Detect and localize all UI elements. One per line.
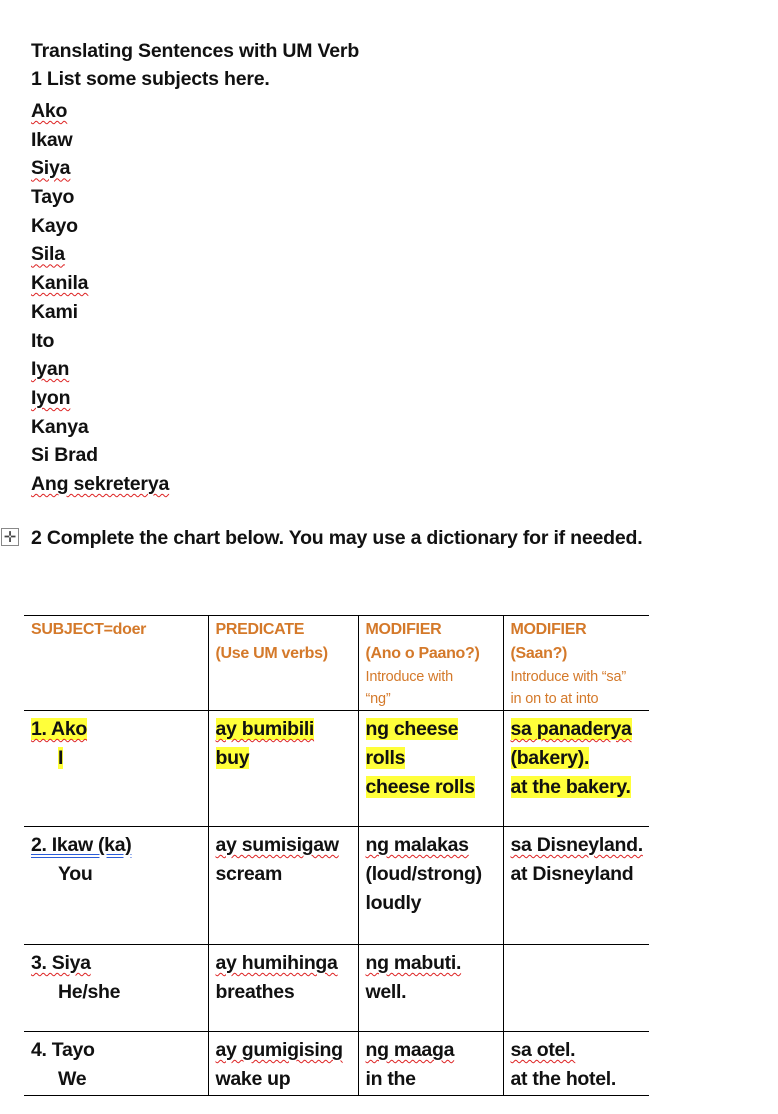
- row1-subject: 1. Ako I: [24, 711, 208, 827]
- subject-item: Kami: [31, 300, 78, 323]
- table-row: [24, 827, 649, 945]
- subject-item: Ako: [31, 100, 68, 122]
- row1-modifier-where: sa panaderya (bakery). at the bakery.: [503, 711, 649, 827]
- row3-modifier-how: ng mabuti. well.: [358, 945, 503, 1032]
- row1-modifier-how: ng cheese rolls cheese rolls: [358, 711, 503, 827]
- translation-chart: [24, 615, 649, 1096]
- header-predicate: PREDICATE (Use UM verbs): [208, 616, 358, 711]
- subject-item: Kanya: [31, 415, 89, 438]
- subject-item: Kayo: [31, 214, 78, 237]
- instruction-1: 1 List some subjects here.: [31, 68, 270, 90]
- row4-predicate: ay gumigising wake up: [208, 1032, 358, 1096]
- subject-list: [31, 97, 169, 499]
- instruction-2: 2 Complete the chart below. You may use a dictionary for if needed.: [31, 527, 643, 549]
- subject-item: Iyan: [31, 358, 70, 381]
- subject-item: Kanila: [31, 272, 89, 295]
- row2-subject: 2. Ikaw (ka) You: [24, 827, 208, 945]
- row4-modifier-how: ng maaga in the: [358, 1032, 503, 1096]
- subject-item: Ito: [31, 329, 55, 352]
- row4-subject: 4. Tayo We: [24, 1032, 208, 1096]
- table-row: [24, 1032, 649, 1096]
- table-row: [24, 945, 649, 1032]
- subject-item: Ang sekreterya: [31, 472, 170, 495]
- row3-subject: 3. Siya He/she: [24, 945, 208, 1032]
- row3-modifier-where: [503, 945, 649, 1032]
- header-modifier-where: MODIFIER (Saan?) Introduce with “sa” in on to at into: [503, 616, 649, 711]
- row4-modifier-where: sa otel. at the hotel.: [503, 1032, 649, 1096]
- row1-predicate: ay bumibili buy: [208, 711, 358, 827]
- row3-predicate: ay humihinga breathes: [208, 945, 358, 1032]
- subject-item: Ikaw: [31, 128, 73, 151]
- row2-predicate: ay sumisigaw scream: [208, 827, 358, 945]
- subject-item: Tayo: [31, 186, 75, 209]
- subject-item: Si Brad: [31, 444, 98, 467]
- subject-item: Iyon: [31, 386, 71, 409]
- row2-modifier-where: sa Disneyland. at Disneyland: [503, 827, 649, 945]
- header-modifier-how: MODIFIER (Ano o Paano?) Introduce with “ng”: [358, 616, 503, 711]
- subject-item: Siya: [31, 157, 71, 180]
- table-row: [24, 711, 649, 827]
- table-header-row: [24, 616, 649, 711]
- subject-item: Sila: [31, 243, 65, 266]
- table-move-handle-icon[interactable]: ✛: [1, 528, 19, 546]
- row2-modifier-how: ng malakas (loud/strong) loudly: [358, 827, 503, 945]
- document-title: Translating Sentences with UM Verb: [31, 40, 360, 62]
- header-subject: SUBJECT=doer: [24, 616, 208, 711]
